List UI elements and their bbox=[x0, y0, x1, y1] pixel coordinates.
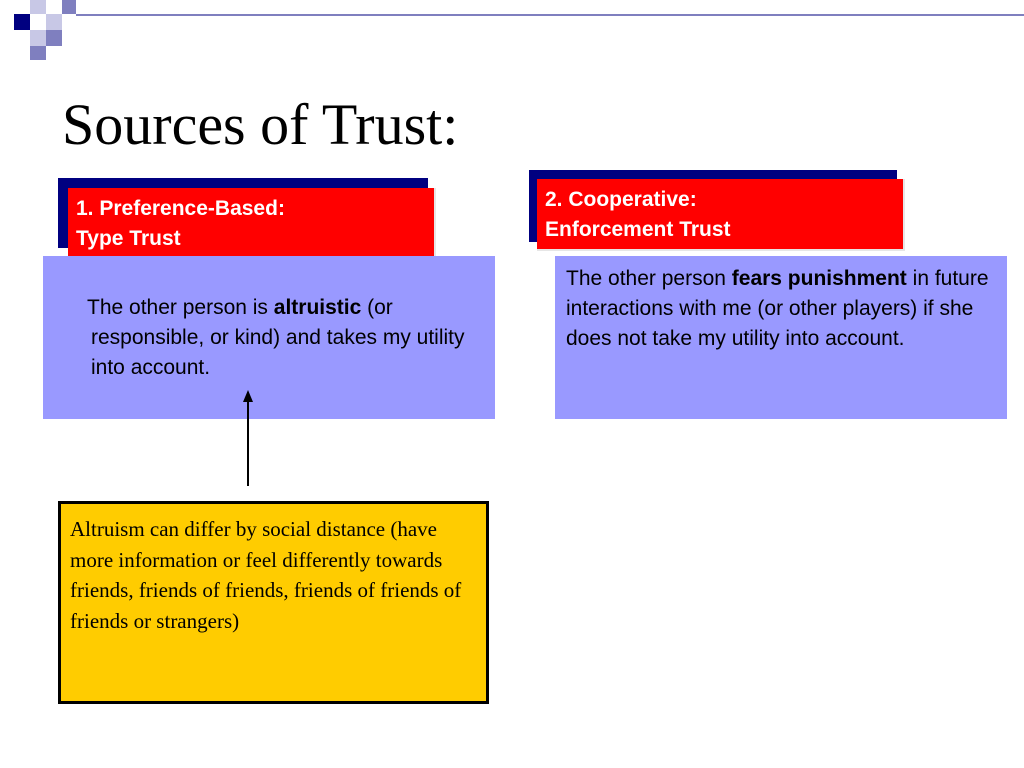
decorative-square-icon bbox=[30, 46, 46, 60]
cooperative-label bbox=[537, 179, 905, 251]
decorative-square-icon bbox=[62, 0, 76, 14]
cooperative-description bbox=[555, 256, 1007, 419]
preference-label-line2: Type Trust bbox=[76, 227, 181, 250]
decorative-square-icon bbox=[14, 14, 30, 30]
cooperative-text-bold: fears punishment bbox=[731, 267, 907, 290]
preference-label-line1: 1. Preference-Based: bbox=[76, 197, 285, 220]
decorative-square-icon bbox=[46, 14, 62, 30]
preference-text-before: The other person is bbox=[87, 296, 274, 319]
preference-text-after: (or responsible, or kind) and takes my utility into account. bbox=[91, 296, 465, 379]
decorative-square-icon bbox=[46, 30, 62, 46]
preference-text-bold: altruistic bbox=[273, 296, 362, 319]
header-divider-line bbox=[76, 14, 1024, 16]
cooperative-label-line1: 2. Cooperative: bbox=[545, 188, 697, 211]
preference-label bbox=[68, 188, 436, 260]
cooperative-text-before: The other person bbox=[566, 267, 732, 290]
altruism-note: Altruism can differ by social distance (have more information or feel differently towards friends, friends of friends, friends of friends of friends or strangers) bbox=[58, 501, 489, 704]
cooperative-label-line2: Enforcement Trust bbox=[545, 218, 731, 241]
up-arrow-icon bbox=[238, 390, 258, 488]
slide-title: Sources of Trust: bbox=[62, 92, 459, 157]
decorative-square-icon bbox=[30, 0, 46, 14]
decorative-square-icon bbox=[30, 30, 46, 46]
preference-description bbox=[43, 256, 495, 419]
cooperative-text-after: in future interactions with me (or other players) if she does not take my utility into account. bbox=[566, 267, 989, 350]
